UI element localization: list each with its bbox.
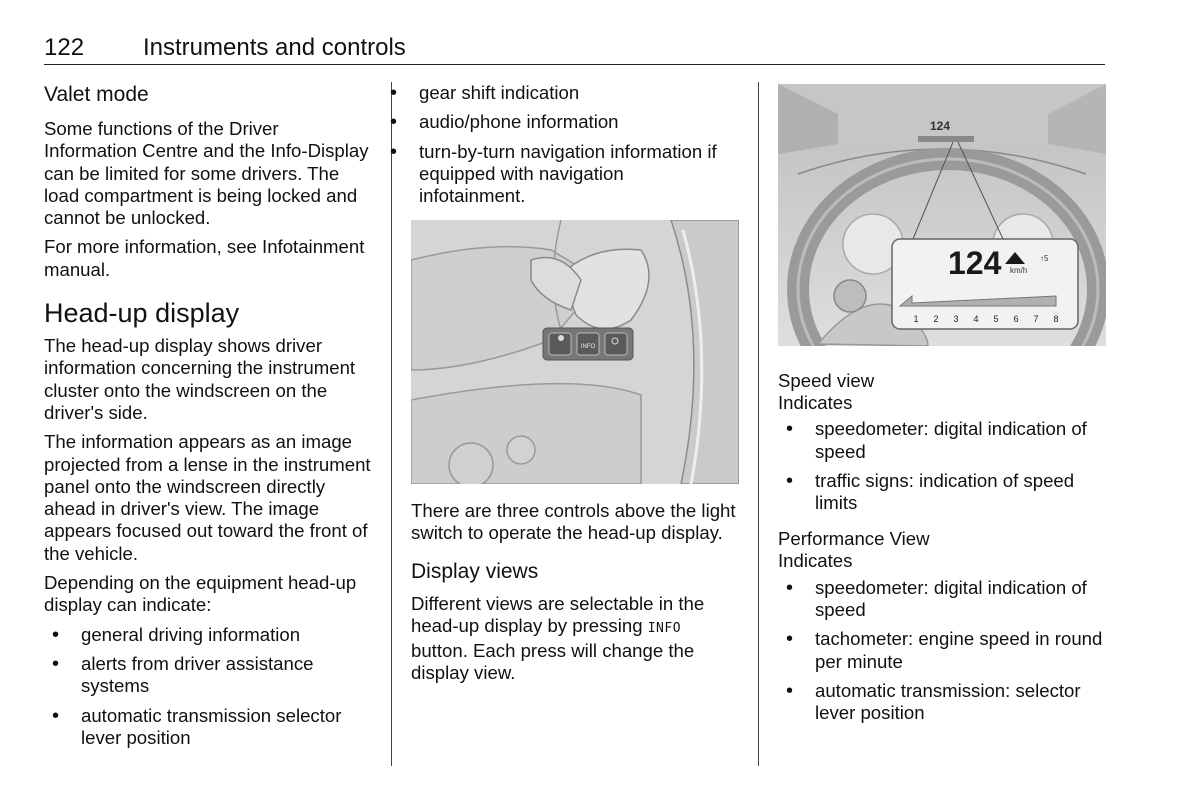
hud-gear-indicator: ↑5	[1040, 254, 1049, 263]
column-1	[44, 82, 376, 756]
list-item: • turn-by-turn navigation information if equipped with navigation infotainment.	[382, 141, 722, 208]
text: button. Each press will change the display view.	[411, 640, 695, 684]
tacho-tick-label: 1	[913, 314, 919, 324]
column-2	[411, 82, 741, 214]
hud-speed-unit: km/h	[1010, 266, 1028, 275]
bullet-list	[778, 418, 1108, 514]
chapter-title: Instruments and controls	[143, 34, 406, 61]
tacho-tick-label: 4	[973, 314, 979, 324]
knob	[449, 443, 493, 484]
bullet-list	[44, 624, 376, 749]
hud-small-speed: 124	[930, 119, 951, 133]
paragraph-display-views	[411, 593, 741, 685]
hud-speed-value: 124	[948, 245, 1002, 281]
bullet-list	[382, 82, 722, 207]
tacho-tick-label: 5	[993, 314, 999, 324]
paragraph: Some functions of the Driver Information Centre and the Info-Display can be limited for some drivers. The load compartment is being locked and cannot be unlocked.	[44, 118, 369, 229]
hud-illustration-svg	[778, 84, 1106, 346]
hud-controls-illustration	[411, 220, 739, 484]
paragraph: There are three controls above the light switch to operate the head-up display.	[411, 500, 736, 544]
column-3	[778, 370, 1108, 732]
tacho-tick-label: 7	[1033, 314, 1039, 324]
info-button-label: INFO	[580, 344, 596, 350]
info-key-symbol: INFO	[647, 620, 682, 636]
paragraph: Depending on the equipment head-up display can indicate:	[44, 572, 357, 616]
column-divider	[758, 82, 759, 766]
page-number: 122	[44, 34, 85, 61]
list-item: • general driving information	[44, 624, 376, 646]
sun-icon	[558, 335, 564, 341]
list-item: • audio/phone information	[382, 111, 722, 133]
section-title-head-up-display: Head-up display	[44, 298, 240, 329]
bullet-list	[778, 577, 1108, 725]
paragraph: The head-up display shows driver information concerning the instrument cluster onto the windscreen on the driver's side.	[44, 335, 356, 423]
column-2-lower	[411, 500, 741, 692]
list-item: • gear shift indication	[382, 82, 722, 104]
tacho-tick-label: 3	[953, 314, 959, 324]
paragraph: The information appears as an image projected from a lense in the instrument panel onto the windscreen directly ahead in driver's view. The image appears focused out toward the front of the vehicle.	[44, 431, 371, 564]
list-item: • automatic transmission selector lever position	[44, 705, 376, 750]
tacho-tick-label: 6	[1013, 314, 1019, 324]
section-title-performance-view: Performance View	[778, 528, 930, 550]
controls-illustration-svg	[411, 220, 739, 484]
section-title-valet-mode: Valet mode	[44, 83, 149, 106]
knob	[507, 436, 535, 464]
text: Different views are selectable in the head-up display by pressing	[411, 592, 705, 636]
paragraph: Indicates	[778, 550, 853, 572]
page-header	[44, 34, 1105, 65]
tacho-tick-label: 8	[1053, 314, 1059, 324]
list-item: • automatic transmission: selector lever position	[778, 680, 1108, 725]
list-item: • tachometer: engine speed in round per minute	[778, 628, 1108, 673]
list-item: • traffic signs: indication of speed limits	[778, 470, 1108, 515]
list-item: • speedometer: digital indication of speed	[778, 577, 1108, 622]
list-item: • speedometer: digital indication of speed	[778, 418, 1108, 463]
section-title-speed-view: Speed view	[778, 370, 875, 391]
section-title-display-views: Display views	[411, 559, 539, 583]
hud-view-illustration	[778, 84, 1106, 346]
tacho-tick-label: 2	[933, 314, 939, 324]
paragraph: Indicates	[778, 392, 853, 413]
list-item: • alerts from driver assistance systems	[44, 653, 376, 698]
wheel-control-buttons	[834, 280, 866, 312]
hud-small-tacho-bar	[918, 136, 974, 142]
paragraph: For more information, see Infotainment manual.	[44, 236, 365, 280]
